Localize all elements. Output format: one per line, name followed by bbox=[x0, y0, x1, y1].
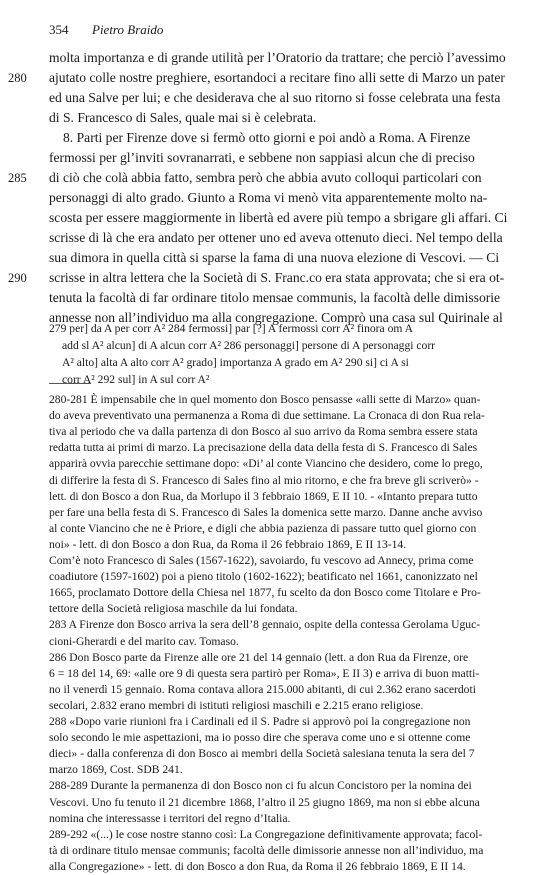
note-line: Vescovi. Uno fu tenuto il 21 dicembre 1868, l’altro il 25 giugno 1869, ma non si ebbe alcuna bbox=[49, 795, 480, 809]
note-line: di differire la festa di S. Francesco di Sales fino al mio ritorno, e che fra breve gli scriverò» - bbox=[49, 473, 479, 487]
note-line: tiva al periodo che va dalla partenza di don Bosco al suo arrivo da Roma sembra essere stata bbox=[49, 425, 478, 439]
note-line: lett. di don Bosco a don Rua, da Morlupo il 3 febbraio 1869, E II 10. - «Intanto prepara tutto bbox=[49, 489, 478, 503]
note-line: no il venerdì 15 gennaio. Roma contava allora 215.000 abitanti, di cui 2.362 erano sacerdoti bbox=[49, 682, 476, 696]
note-line: dieci» - dalla conferenza di don Bosco ai membri della Società salesiana tenuta la sera del 7 bbox=[49, 747, 475, 761]
apparatus-line: add sl A² alcun] di A alcun corr A² 286 personaggi] persone di A personaggi corr bbox=[62, 339, 436, 352]
text-line: scrisse di là che era andato per ottener uno ed aveva ottenuto dieci. Nel tempo della bbox=[49, 230, 503, 245]
note-line: 286 Don Bosco parte da Firenze alle ore 21 del 14 gennaio (lett. a don Rua da Firenze, ore bbox=[49, 650, 469, 664]
text-line: di ciò che colà abbia fatto, sembra però che abbia avuto colloqui particolari con bbox=[49, 170, 482, 185]
running-head-author: Pietro Braido bbox=[92, 22, 164, 37]
notes-divider bbox=[49, 383, 91, 384]
note-line: 288-289 Durante la permanenza di don Bosco non ci fu alcun Concistoro per la nomina dei bbox=[49, 779, 472, 793]
note-line: marzo 1869, Cost. SDB 241. bbox=[49, 763, 183, 777]
note-line: 283 A Firenze don Bosco arriva la sera dell’8 gennaio, ospite della contessa Gerolama Uguc- bbox=[49, 618, 481, 632]
note-line: noi» - lett. di don Bosco a don Rua, da Roma il 26 febbraio 1869, E II 13-14. bbox=[49, 537, 407, 551]
page-number: 354 bbox=[49, 22, 69, 37]
note-line: coadiutore (1597-1602) poi a pieno titolo (1602-1622); beatificato nel 1661, canonizzato nel bbox=[49, 570, 478, 584]
note-line: 289-292 «(...) le cose nostre stanno così: La Congregazione definitivamente approvata; facol- bbox=[49, 827, 483, 841]
text-line: personaggi di alto grado. Giunto a Roma vi menò vita apparentemente molto na- bbox=[49, 190, 488, 205]
text-line: ed una Salve per lui; e che desiderava che al suo ritorno si fosse celebrata una festa bbox=[49, 90, 501, 105]
text-line: fermossi per gl’inviti sovranarrati, e sebbene non sappiasi alcun che di preciso bbox=[49, 150, 475, 165]
line-number: 280 bbox=[8, 71, 27, 85]
text-line: di S. Francesco di Sales, quale mai si è celebrata. bbox=[49, 110, 317, 125]
text-line: ajutato colle nostre preghiere, esortandoci a recitare fino alli sette di Marzo un pater bbox=[49, 70, 505, 85]
note-line: 1665, proclamato Dottore della Chiesa nel 1877, fu scelto da don Bosco come Titolare e Pro- bbox=[49, 586, 481, 600]
text-line: annesse non all’individuo ma alla congregazione. Comprò una casa sul Quirinale al bbox=[49, 310, 503, 325]
note-line: do aveva preventivato una permanenza a Roma di due settimane. La Cronaca di don Rua rela- bbox=[49, 409, 485, 423]
note-line: tà di ordinare titulo mensae communis; facoltà delle dimissorie annesse non all’individuo, ma bbox=[49, 843, 484, 857]
note-line: solo secondo le mie aspettazioni, ma io posso dire che sperava come uno e si ottenne come bbox=[49, 731, 471, 745]
text-line: 8. Parti per Firenze dove si fermò otto giorni e poi andò a Roma. A Firenze bbox=[63, 130, 471, 145]
running-header bbox=[0, 22, 551, 38]
apparatus-line: 279 per] da A per corr A² 284 fermossi] par [?] A fermossi corr A² finora om A bbox=[49, 322, 414, 335]
line-number: 285 bbox=[8, 171, 27, 185]
note-line: 6 = 18 del 14, 69: «alle ore 9 di questa sera partirò per Roma», E II 3) e arriva di buon matti- bbox=[49, 666, 480, 680]
line-number: 290 bbox=[8, 271, 27, 285]
text-line: scrisse in altra lettera che la Società di S. Franc.co era stata approvata; che si era ot- bbox=[49, 270, 505, 285]
note-line: redatta tutta ai primi di marzo. La precisazione della data della festa di S. Francesco di Sales bbox=[49, 441, 478, 455]
note-line: alla Congregazione» - lett. di don Bosco a don Rua, da Roma il 26 febbraio 1869, E II 14. bbox=[49, 859, 466, 873]
text-line: molta importanza e di grande utilità per l’Oratorio da trattare; che perciò l’avessimo bbox=[49, 50, 506, 65]
note-line: nomina che interessasse i territori del regno d’Italia. bbox=[49, 811, 291, 825]
note-line: secolari, 2.832 erano membri di istituti religiosi maschili e 2.215 erano religiose. bbox=[49, 698, 424, 712]
note-line: per fare una bella festa di S. Francesco di Sales la domenica sette marzo. Danne anche avviso bbox=[49, 505, 483, 519]
note-line: al conte Viancino che ne è Priore, e digli che abbia pazienza di passare tutto quel giorno con bbox=[49, 521, 477, 535]
apparatus-line: corr A² 292 sul] in A sul corr A² bbox=[62, 373, 210, 386]
text-line: scosta per essere maggiormente in libertà ed avere più tempo a sbrigare gli affari. Ci bbox=[49, 210, 508, 225]
text-line: tenuta la facoltà di far ordinare titolo mensae communis, la facoltà delle dimissorie bbox=[49, 290, 501, 305]
note-line: 280-281 È impensabile che in quel momento don Bosco pensasse «alli sette di Marzo» quan- bbox=[49, 393, 481, 406]
note-line: tettore della Società religiosa maschile da lui fondata. bbox=[49, 602, 298, 616]
apparatus-line: A² alto] alta A alto corr A² grado] importanza A grado em A² 290 si] ci A si bbox=[62, 356, 409, 369]
note-line: apparirà ovvia parecchie settimane dopo: «Di’ al conte Viancino che desidero, come lo prego, bbox=[49, 457, 483, 471]
note-line: cioni-Gherardi e del marito cav. Tomaso. bbox=[49, 634, 239, 648]
note-line: 288 «Dopo varie riunioni fra i Cardinali ed il S. Padre si approvò poi la congregazione non bbox=[49, 715, 471, 728]
note-line: Com’è noto Francesco di Sales (1567-1622), savoiardo, fu vescovo ad Annecy, prima come bbox=[49, 554, 474, 567]
text-line: sua dimora in quella città si sparse la fama di una nuova elezione di Vescovi. — Ci bbox=[49, 250, 500, 265]
